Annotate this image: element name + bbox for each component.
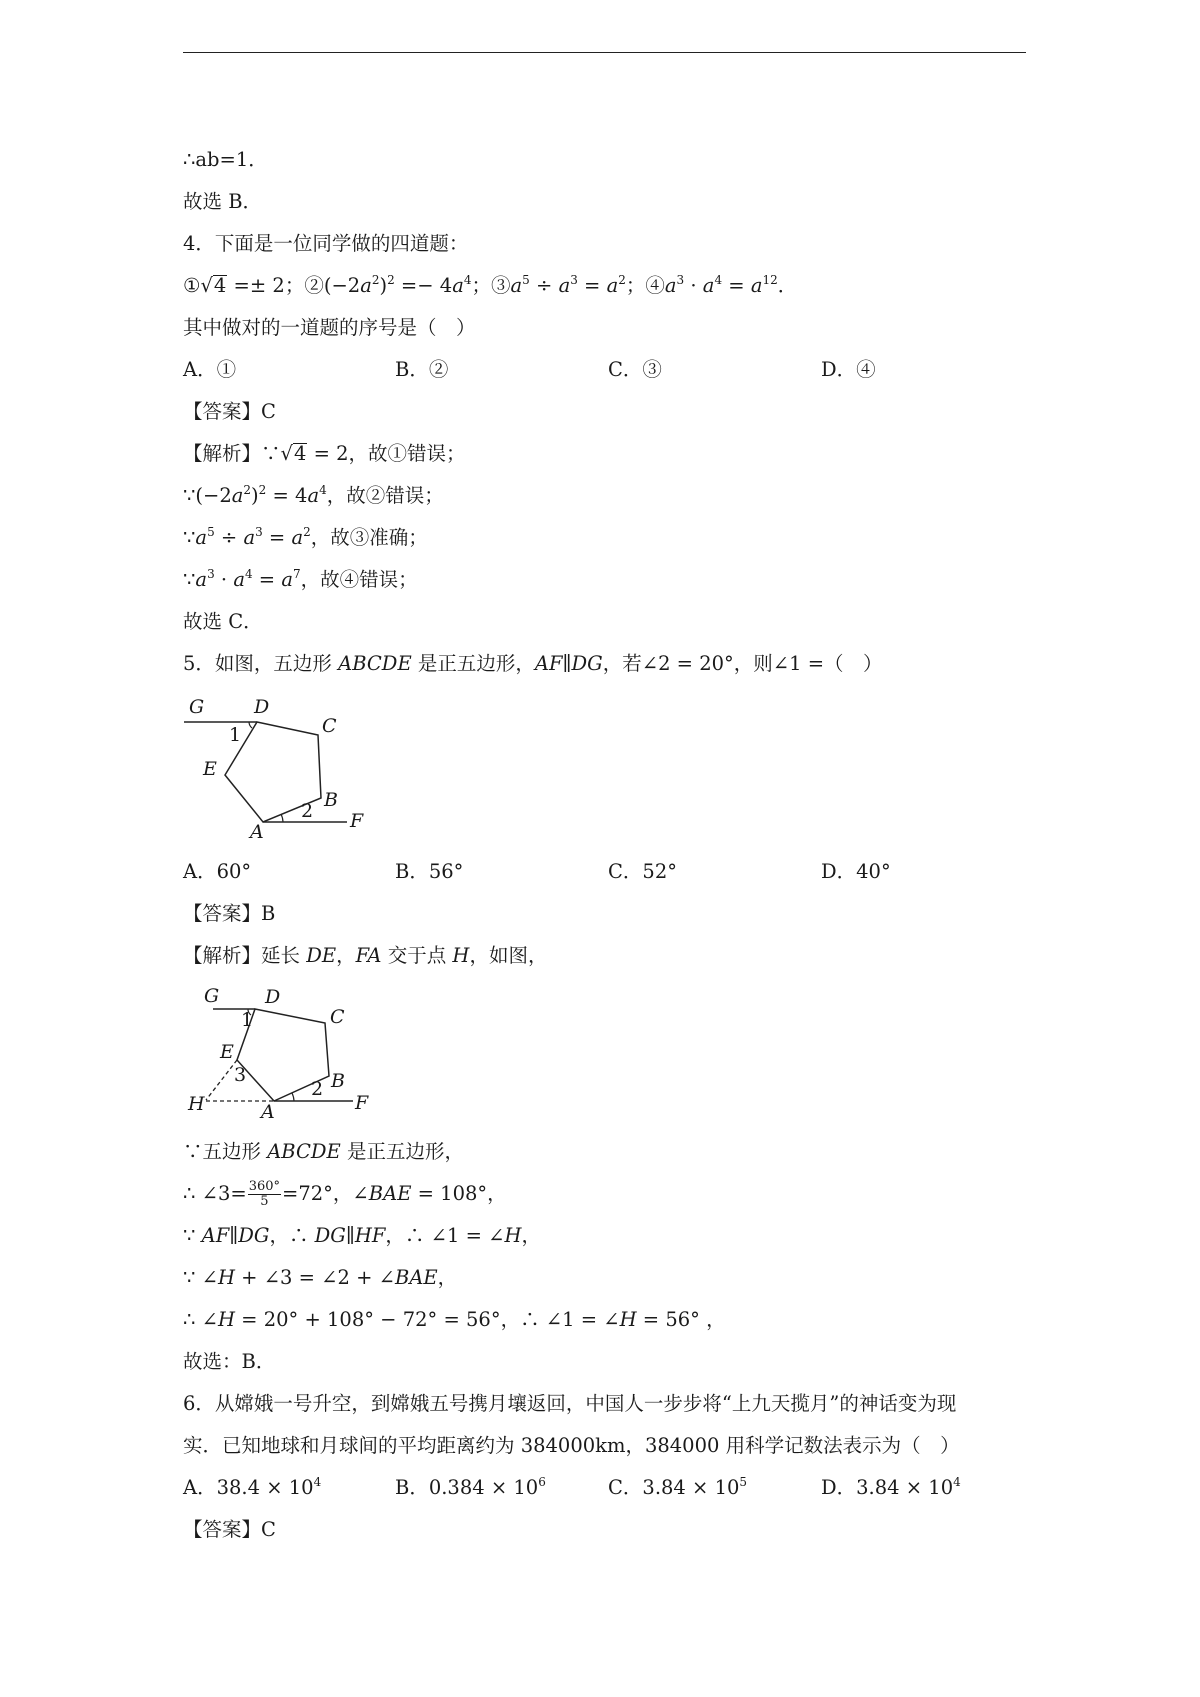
q6-options (183, 1472, 1043, 1504)
q4-option-c: C．③ (608, 358, 662, 381)
q5-option-b: B．56° (395, 860, 464, 883)
q4-options (183, 354, 1043, 386)
svg-text:G: G (189, 696, 205, 718)
svg-text:1: 1 (229, 724, 242, 746)
q6-option-c: C．$3.84 \times 10^5$ (608, 1474, 748, 1499)
q4-analysis-line3: $\because a^5 \div a^3 = a^2$，故③准确； (183, 524, 428, 549)
sqrt-symbol: √4 (200, 274, 227, 297)
q5-step1: ∵五边形 ABCDE 是正五边形， (183, 1140, 464, 1163)
q6-option-d: D．$3.84 \times 10^4$ (821, 1474, 961, 1499)
q3-choice: 故选 B． (183, 190, 263, 213)
svg-text:2: 2 (311, 1078, 324, 1100)
svg-text:G: G (204, 985, 220, 1007)
q4-analysis-choice: 故选 C． (183, 610, 263, 633)
svg-text:F: F (355, 1092, 369, 1114)
q6-answer: 【答案】C (183, 1518, 276, 1541)
svg-text:D: D (254, 696, 270, 718)
q5-options (183, 856, 1043, 888)
q4-analysis-line1: 【解析】∵√4 = 2，故①错误； (183, 442, 466, 465)
q4-analysis-line2: $\because(-2a^2)^2 = 4a^4$，故②错误； (183, 482, 444, 507)
svg-text:H: H (188, 1093, 205, 1115)
q4-answer: 【答案】C (183, 400, 276, 423)
q4-stem: 4．下面是一位同学做的四道题： (183, 232, 469, 255)
q4-option-d: D．④ (821, 358, 876, 381)
q5-stem: 5．如图，五边形 ABCDE 是正五边形，AF∥DG，若∠2 = 20°，则∠1 =（ ） (183, 652, 883, 675)
q5-step4: ∵ ∠H + ∠3 = ∠2 + ∠BAE， (183, 1266, 458, 1289)
q6-option-b: B．$0.384 \times 10^6$ (395, 1474, 546, 1499)
svg-text:B: B (324, 789, 338, 811)
q6-stem-line1: 6．从嫦娥一号升空，到嫦娥五号携月壤返回，中国人一步步将“上九天揽月”的神话变为现 (183, 1392, 957, 1415)
q5-option-c: C．52° (608, 860, 677, 883)
pentagon-figure-1 (180, 695, 380, 845)
q4-option-a: A．① (183, 358, 237, 381)
svg-text:C: C (322, 715, 337, 737)
svg-text:B: B (331, 1070, 345, 1092)
q5-choice: 故选：B． (183, 1350, 276, 1373)
svg-text:E: E (203, 758, 217, 780)
svg-text:1: 1 (241, 1009, 254, 1031)
q5-option-d: D．40° (821, 860, 891, 883)
q4-expressions: ①√4 =± 2；$②(-2a^2)^2 =- 4a^4$；$③a^5 \div a^3 = a^2$；$④a^3 \cdot a^4 = a^{12}$． (183, 270, 1043, 302)
q5-option-a: A．60° (183, 860, 252, 883)
q5-step3: ∵ AF∥DG，∴ DG∥HF，∴ ∠1 = ∠H， (183, 1224, 541, 1247)
svg-text:3: 3 (234, 1064, 247, 1086)
q5-answer: 【答案】B (183, 902, 276, 925)
svg-text:C: C (330, 1006, 345, 1028)
q4-analysis-line4: $\because a^3 \cdot a^4 = a^7$，故④错误； (183, 566, 418, 591)
q4-question: 其中做对的一道题的序号是（ ） (183, 316, 476, 339)
svg-text:E: E (220, 1041, 234, 1063)
q5-step5: ∴ ∠H = 20° + 108° − 72° = 56°，∴ ∠1 = ∠H = 56° ， (183, 1308, 726, 1331)
svg-text:2: 2 (301, 800, 314, 822)
fraction: $\frac{360^\circ}{5}$ (248, 1179, 281, 1209)
q6-option-a: A．$38.4 \times 10^4$ (183, 1474, 322, 1499)
q5-analysis-intro: 【解析】延长 DE，FA 交于点 H，如图， (183, 944, 548, 967)
svg-text:A: A (250, 821, 264, 843)
svg-text:F: F (350, 810, 364, 832)
svg-text:D: D (265, 986, 281, 1008)
svg-text:A: A (261, 1101, 275, 1120)
q6-stem-line2: 实．已知地球和月球间的平均距离约为 384000km，384000 用科学记数法表示为（ ） (183, 1434, 960, 1457)
pentagon-figure-2 (185, 985, 385, 1120)
q4-option-b: B．② (395, 358, 449, 381)
q3-conclusion: ∴ab=1． (183, 148, 268, 171)
header-rule (183, 52, 1026, 53)
q5-step2: ∴ ∠3= $\frac{360^\circ}{5}$ =72°，∠BAE = 108°， (183, 1179, 507, 1209)
